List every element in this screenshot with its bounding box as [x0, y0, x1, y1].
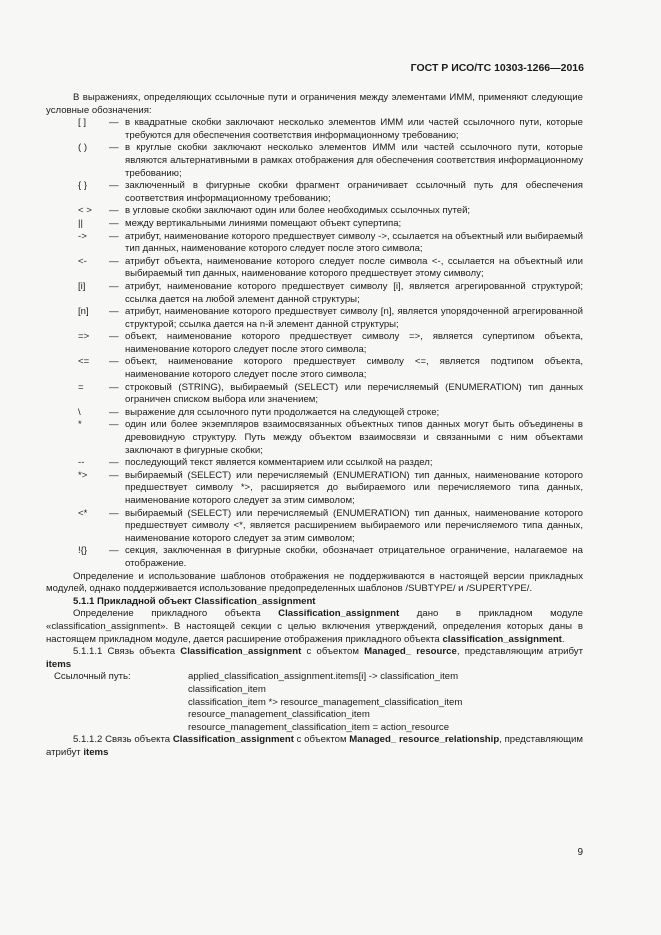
- sub-5111-entity: Classification_assignment: [180, 646, 302, 658]
- notation-item: [46, 142, 583, 180]
- notation-dash: —: [109, 507, 119, 519]
- notation-item: [46, 545, 583, 570]
- notation-item: [46, 205, 583, 218]
- notation-item: [46, 407, 583, 420]
- section-511-text-a: Определение прикладного объекта: [73, 608, 279, 620]
- notation-symbol: \: [78, 406, 81, 418]
- reference-path-line: resource_management_classification_item = action_resource: [188, 721, 450, 733]
- notation-dash: —: [109, 255, 119, 267]
- page-content: [46, 92, 583, 759]
- notation-symbol: ( ): [78, 142, 88, 154]
- templates-note: Определение и использование шаблонов отображения не поддерживаются в настоящей версии прикладных модулей, однако поддерживается использование предопределенных шаблонов /SUBTYPE/ и /SUPERTYPE/.: [46, 570, 583, 595]
- notation-dash: —: [109, 381, 119, 393]
- notation-symbol: [i]: [78, 280, 86, 292]
- notation-description: объект, наименование которого предшествует символу =>, является супертипом объекта, наименование которого следует после этого символа;: [125, 331, 583, 355]
- notation-symbol: <*: [78, 507, 88, 519]
- sub-5112-text-e: , представляющим атрибут: [46, 734, 583, 758]
- notation-dash: —: [109, 406, 119, 418]
- section-511-paragraph: [46, 608, 583, 646]
- sub-5112-attr: items: [83, 746, 109, 758]
- notation-dash: —: [109, 331, 119, 343]
- notation-item: [46, 281, 583, 306]
- sub-5112-target: Managed_ resource_relationship: [349, 734, 500, 746]
- sub-5112-entity: Classification_assignment: [172, 734, 294, 746]
- notation-description: в угловые скобки заключают один или более необходимых ссылочных путей;: [125, 205, 471, 217]
- section-511-text-e: .: [561, 633, 565, 645]
- notation-item: [46, 419, 583, 457]
- notation-item: [46, 470, 583, 508]
- notation-symbol: { }: [78, 180, 88, 192]
- notation-item: [46, 356, 583, 381]
- notation-item: [46, 180, 583, 205]
- sub-5111-attr: items: [46, 658, 72, 670]
- notation-item: [46, 382, 583, 407]
- notation-dash: —: [109, 230, 119, 242]
- notation-dash: —: [109, 545, 119, 557]
- sub-5111-target: Managed_ resource: [364, 646, 457, 658]
- reference-path-line: classification_item *> resource_management_classification_item: [188, 696, 463, 708]
- notation-symbol: [n]: [78, 306, 89, 318]
- page-number: 9: [577, 847, 583, 858]
- notation-dash: —: [109, 469, 119, 481]
- notation-description: между вертикальными линиями помещают объект супертипа;: [125, 217, 402, 229]
- notation-description: в круглые скобки заключают несколько элементов ИММ или частей ссылочного пути, которые являются альтернативными в рамках отображения для обеспечения соответствия информационному требованию;: [125, 142, 583, 179]
- notation-description: выбираемый (SELECT) или перечисляемый (ENUMERATION) тип данных, наименование которого предшествует символу *>, расширяется до выбираемого или перечисляемого типа данных, наименование которого следует за этим символом;: [125, 469, 583, 506]
- notation-symbol: *>: [78, 469, 88, 481]
- notation-dash: —: [109, 457, 119, 469]
- notation-symbol: =>: [78, 331, 90, 343]
- notation-description: заключенный в фигурные скобки фрагмент ограничивает ссылочный путь для обеспечения соответствия информационному требованию;: [125, 180, 583, 204]
- reference-path-lines: [188, 671, 583, 734]
- notation-description: атрибут, наименование которого предшествует символу [n], является упорядоченной агрегированной структурой; ссылка дается на n-й элемент данной структуры;: [125, 306, 583, 330]
- notation-description: атрибут, наименование которого предшествует символу ->, ссылается на объектный или выбираемый тип данных, наименование которого следует после этого символа;: [125, 230, 583, 255]
- sub-5112-text-c: с объектом: [293, 734, 350, 746]
- document-id-header: ГОСТ Р ИСО/ТС 10303-1266—2016: [410, 62, 584, 74]
- notation-dash: —: [109, 117, 119, 129]
- reference-path-row: [46, 671, 583, 734]
- notation-description: выражение для ссылочного пути продолжается на следующей строке;: [125, 406, 440, 418]
- notation-dash: —: [109, 419, 119, 431]
- sub-5111-text-a: 5.1.1.1 Связь объекта: [73, 646, 181, 658]
- notation-symbol: *: [78, 419, 82, 431]
- reference-path-label: Ссылочный путь:: [54, 671, 131, 683]
- notation-symbol: !{}: [78, 545, 88, 557]
- notation-description: атрибут объекта, наименование которого следует после символа <-, ссылается на объектный или выбираемый тип данных, наименование которого предшествует этому символу;: [125, 255, 583, 280]
- notation-symbol: [ ]: [78, 117, 86, 129]
- notation-item: [46, 218, 583, 231]
- notation-dash: —: [109, 205, 119, 217]
- section-511-entity-lower: classification_assignment: [442, 633, 562, 645]
- notation-symbol: --: [78, 457, 85, 469]
- section-heading-511: 5.1.1 Прикладной объект Classification_assignment: [73, 595, 316, 607]
- notation-list: [46, 117, 583, 570]
- sub-5112-text-a: 5.1.1.2 Связь объекта: [73, 734, 173, 746]
- notation-description: в квадратные скобки заключают несколько элементов ИММ или частей ссылочного пути, которые требуются для обеспечения соответствия информационному требованию;: [125, 117, 583, 141]
- notation-dash: —: [109, 356, 119, 368]
- notation-item: [46, 331, 583, 356]
- notation-symbol: ->: [78, 230, 87, 242]
- notation-item: [46, 256, 583, 281]
- notation-item: [46, 306, 583, 331]
- sub-5111-text-e: , представляющим атрибут: [456, 646, 583, 658]
- notation-description: секция, заключенная в фигурные скобки, обозначает отрицательное ограничение, налагаемое на отображение.: [125, 545, 583, 569]
- subsection-5112: [46, 734, 583, 759]
- notation-item: [46, 117, 583, 142]
- notation-dash: —: [109, 280, 119, 292]
- notation-description: последующий текст является комментарием или ссылкой на раздел;: [125, 457, 433, 469]
- notation-symbol: <=: [78, 356, 90, 368]
- subsection-5111: [46, 646, 583, 671]
- sub-5111-text-c: с объектом: [301, 646, 365, 658]
- notation-dash: —: [109, 217, 119, 229]
- reference-path-line: applied_classification_assignment.items[i] -> classification_item: [188, 671, 459, 683]
- reference-path-line: resource_management_classification_item: [188, 709, 370, 721]
- notation-description: выбираемый (SELECT) или перечисляемый (ENUMERATION) тип данных, наименование которого предшествует символу <*, является расширением выбираемого или перечисляемого типа данных, наименование которого следует за этим символом;: [125, 507, 583, 544]
- notation-item: [46, 457, 583, 470]
- notation-item: [46, 508, 583, 546]
- notation-symbol: =: [78, 381, 84, 393]
- notation-description: один или более экземпляров взаимосвязанных объектных типов данных могут быть объединены в древовидную структуру. Путь между объектом взаимосвязи и связанными с ним объектами заключают в фигурные скобки;: [125, 419, 583, 456]
- notation-dash: —: [109, 180, 119, 192]
- section-511-entity: Classification_assignment: [278, 608, 400, 620]
- notation-symbol: < >: [78, 205, 92, 217]
- section-511-text-c: дано в прикладном модуле «classification_assignment». В настоящей секции с целью включения утверждений, определения которых даны в настоящем прикладном модуле, дается расширение отображения прикладного объекта: [46, 608, 583, 645]
- reference-path-line: classification_item: [188, 683, 266, 695]
- notation-dash: —: [109, 142, 119, 154]
- reference-path: [46, 671, 583, 734]
- notation-item: [46, 231, 583, 256]
- intro-paragraph: В выражениях, определяющих ссылочные пути и ограничения между элементами ИММ, применяют следующие условные обозначения:: [46, 92, 583, 116]
- notation-description: строковый (STRING), выбираемый (SELECT) или перечисляемый (ENUMERATION) тип данных ограничен списком выбора или значением;: [125, 381, 583, 406]
- notation-description: атрибут, наименование которого предшествует символу [i], является агрегированной структурой; ссылка дается на любой элемент данной структуры;: [125, 280, 583, 305]
- notation-dash: —: [109, 306, 119, 318]
- notation-symbol: ||: [78, 217, 83, 229]
- notation-description: объект, наименование которого предшествует символу <=, является подтипом объекта, наименование которого следует после этого символа;: [125, 356, 583, 381]
- notation-symbol: <-: [78, 255, 87, 267]
